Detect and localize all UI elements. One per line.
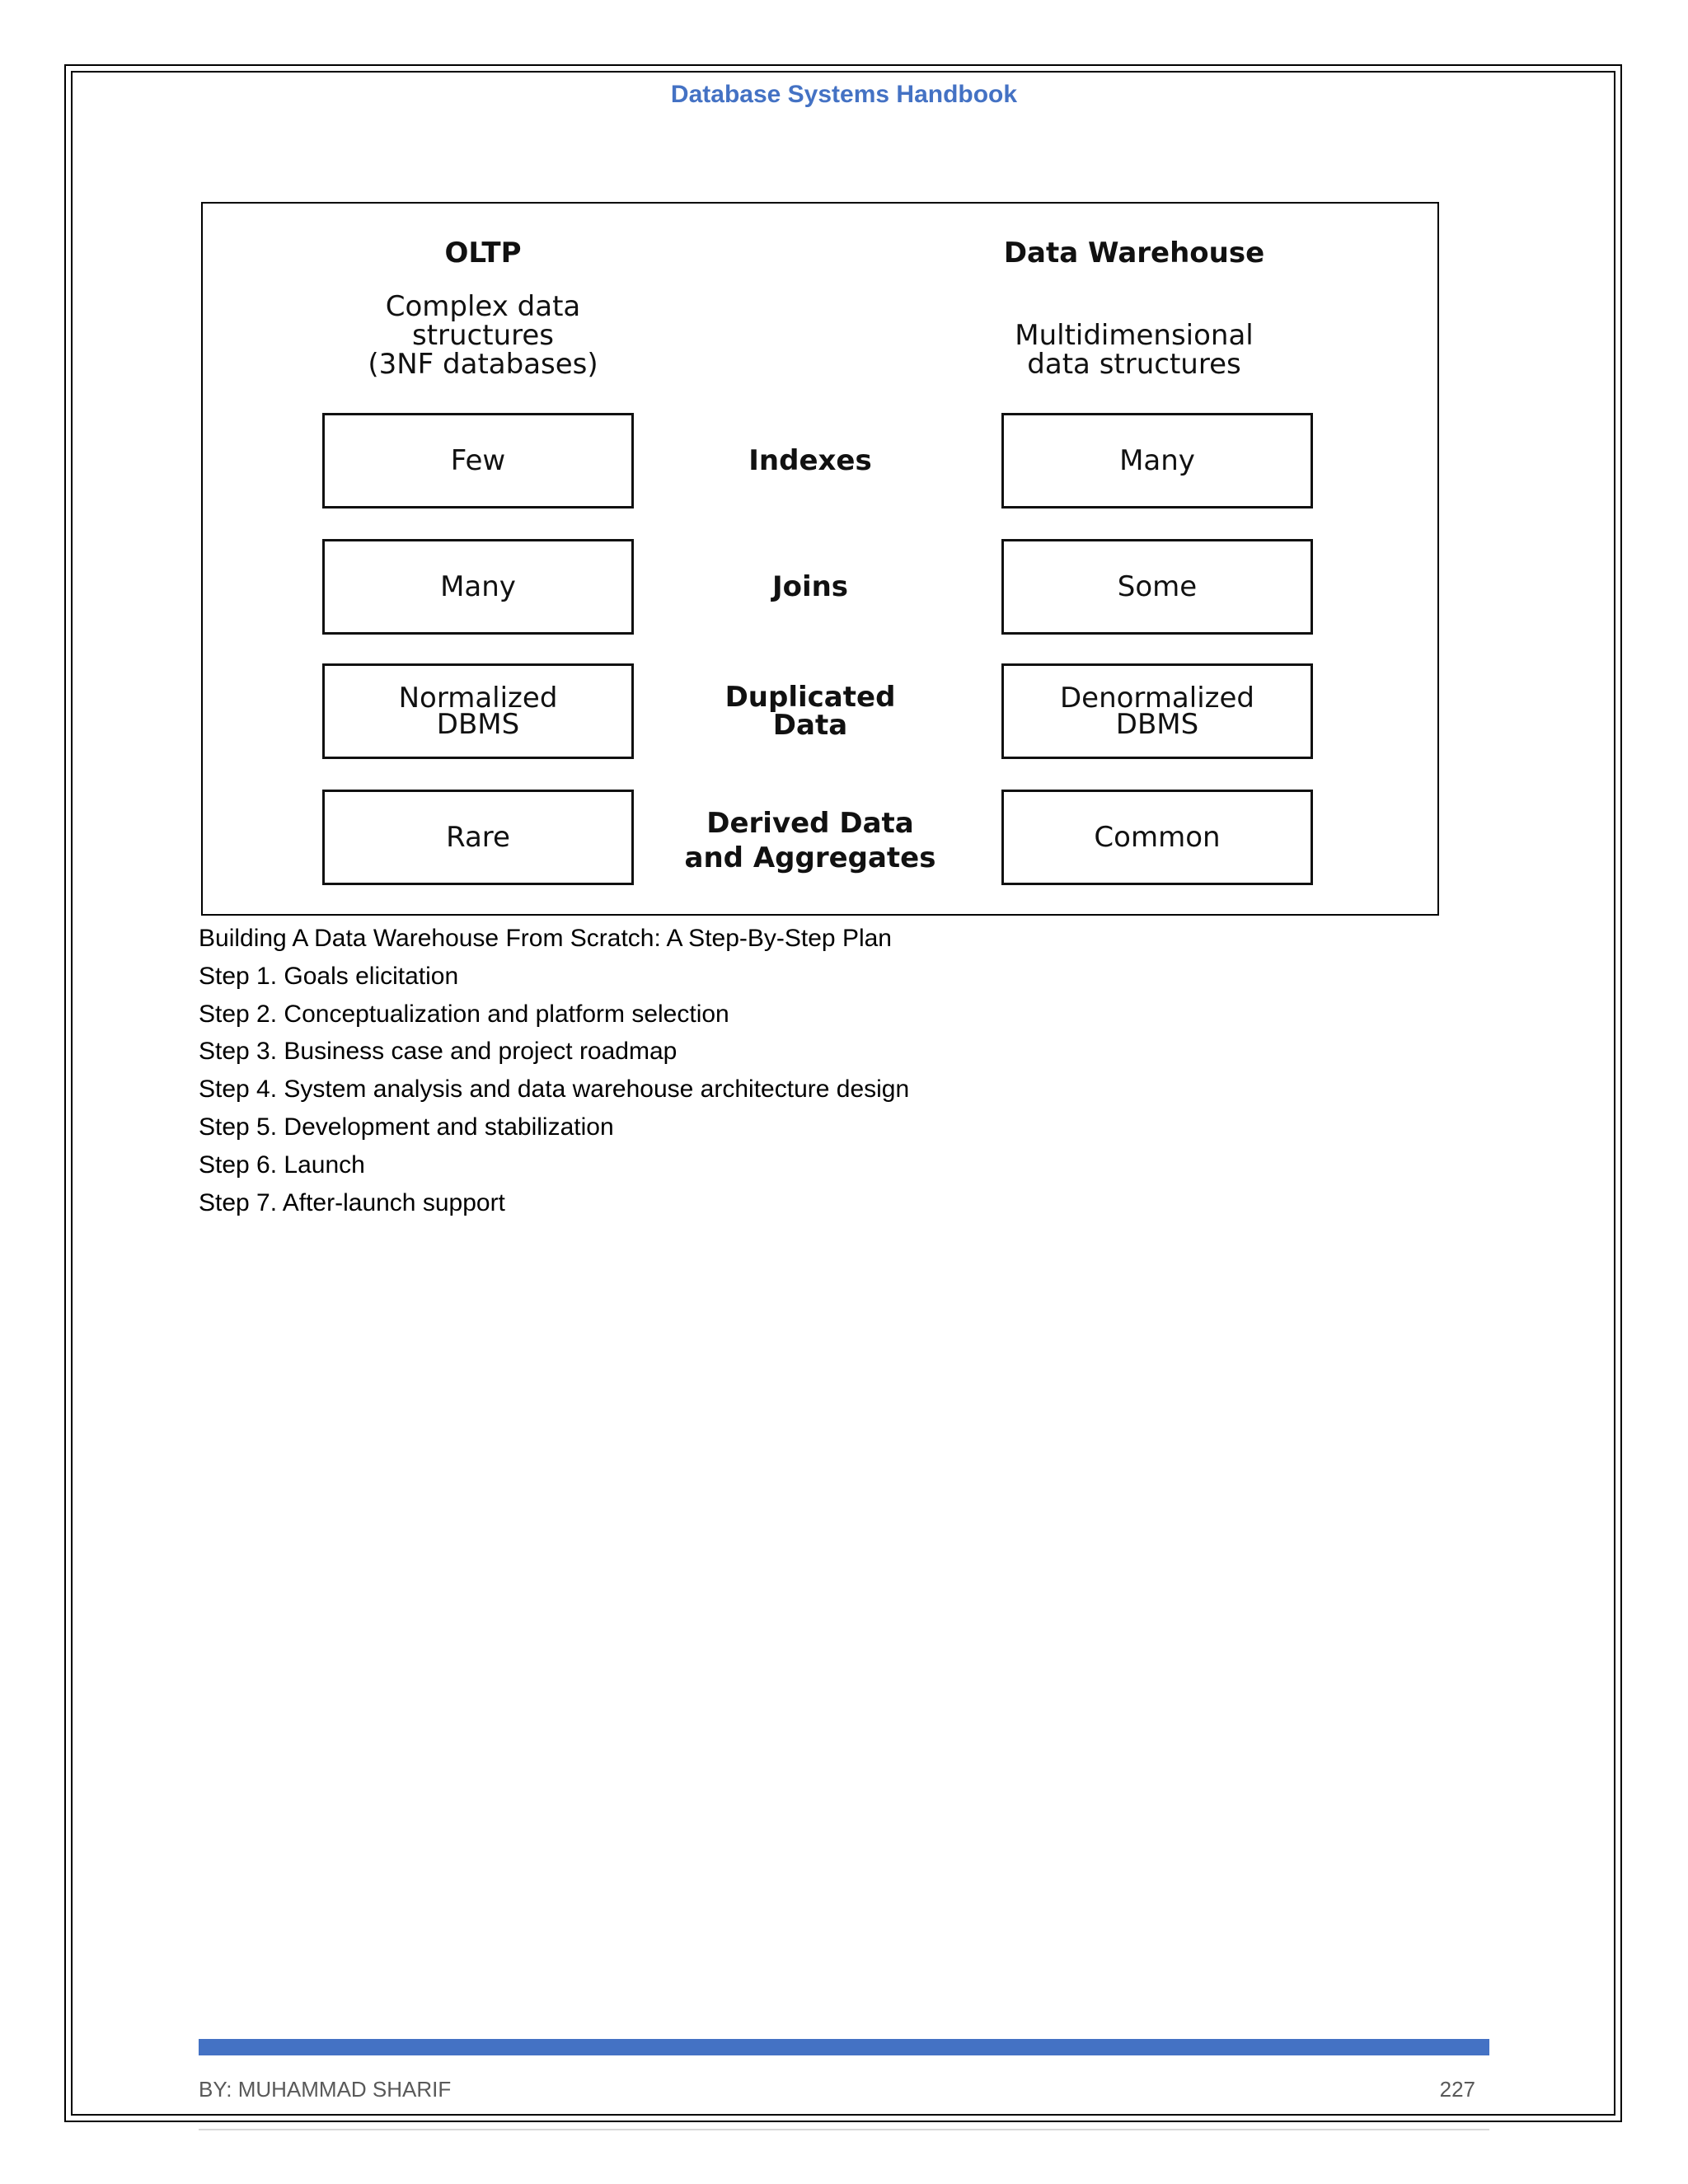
- oltp-cell-joins: [322, 539, 634, 635]
- oltp-cell-derived-data: [322, 790, 634, 885]
- footer-accent-bar: [199, 2039, 1489, 2055]
- warehouse-subtitle-line: Multidimensional: [1015, 319, 1254, 352]
- row-label-indexes: [645, 413, 975, 509]
- row-label-line: Derived Data: [706, 807, 914, 840]
- warehouse-subtitle: [969, 321, 1299, 379]
- row-label-joins: [645, 539, 975, 635]
- cell-line: Many: [440, 570, 516, 603]
- oltp-cell-duplicated-data: [322, 663, 634, 759]
- cell-line: DBMS: [436, 708, 520, 741]
- warehouse-cell-duplicated-data: [1001, 663, 1313, 759]
- warehouse-cell-derived-data: [1001, 790, 1313, 885]
- row-label-line: Indexes: [748, 444, 872, 477]
- row-label-derived-data: [645, 790, 975, 892]
- cell-line: Few: [450, 444, 506, 477]
- row-label-duplicated-data: [645, 663, 975, 759]
- oltp-cell-indexes: [322, 413, 634, 509]
- cell-line: Common: [1094, 821, 1221, 854]
- step-line: Step 2. Conceptualization and platform selection: [199, 1000, 729, 1028]
- row-label-line: Data: [772, 709, 848, 742]
- row-label-line: Duplicated: [724, 681, 896, 714]
- page-number: 227: [1439, 2077, 1475, 2102]
- oltp-subtitle-line: (3NF databases): [368, 348, 598, 381]
- warehouse-heading: Data Warehouse: [1003, 237, 1265, 269]
- footer-rule: [199, 2129, 1489, 2130]
- cell-line: Some: [1117, 570, 1198, 603]
- cell-line: Many: [1119, 444, 1195, 477]
- warehouse-subtitle-line: data structures: [1027, 348, 1241, 381]
- section-heading: Building A Data Warehouse From Scratch: A Step-By-Step Plan: [199, 925, 892, 952]
- oltp-heading: OLTP: [444, 237, 522, 269]
- cell-line: DBMS: [1115, 708, 1199, 741]
- body-text: [199, 920, 1435, 1221]
- row-label-line: and Aggregates: [684, 841, 936, 874]
- oltp-subtitle-line: Complex data: [385, 290, 581, 323]
- step-line: Step 7. After-launch support: [199, 1188, 505, 1216]
- warehouse-cell-indexes: [1001, 413, 1313, 509]
- header-title: Database Systems Handbook: [670, 81, 1018, 108]
- oltp-subtitle: [318, 290, 648, 381]
- cell-line: Denormalized: [1059, 682, 1255, 715]
- step-line: Step 6. Launch: [199, 1151, 365, 1179]
- step-line: Step 1. Goals elicitation: [199, 962, 459, 990]
- footer-author: BY: MUHAMMAD SHARIF: [199, 2077, 452, 2102]
- warehouse-cell-joins: [1001, 539, 1313, 635]
- row-label-line: Joins: [771, 570, 849, 603]
- cell-line: Rare: [446, 821, 510, 854]
- cell-line: Normalized: [398, 682, 558, 715]
- step-line: Step 4. System analysis and data warehouse architecture design: [199, 1076, 910, 1104]
- oltp-vs-warehouse-figure: [201, 202, 1439, 916]
- step-line: Step 3. Business case and project roadmap: [199, 1038, 678, 1066]
- step-line: Step 5. Development and stabilization: [199, 1113, 614, 1141]
- oltp-subtitle-line: structures: [411, 319, 554, 352]
